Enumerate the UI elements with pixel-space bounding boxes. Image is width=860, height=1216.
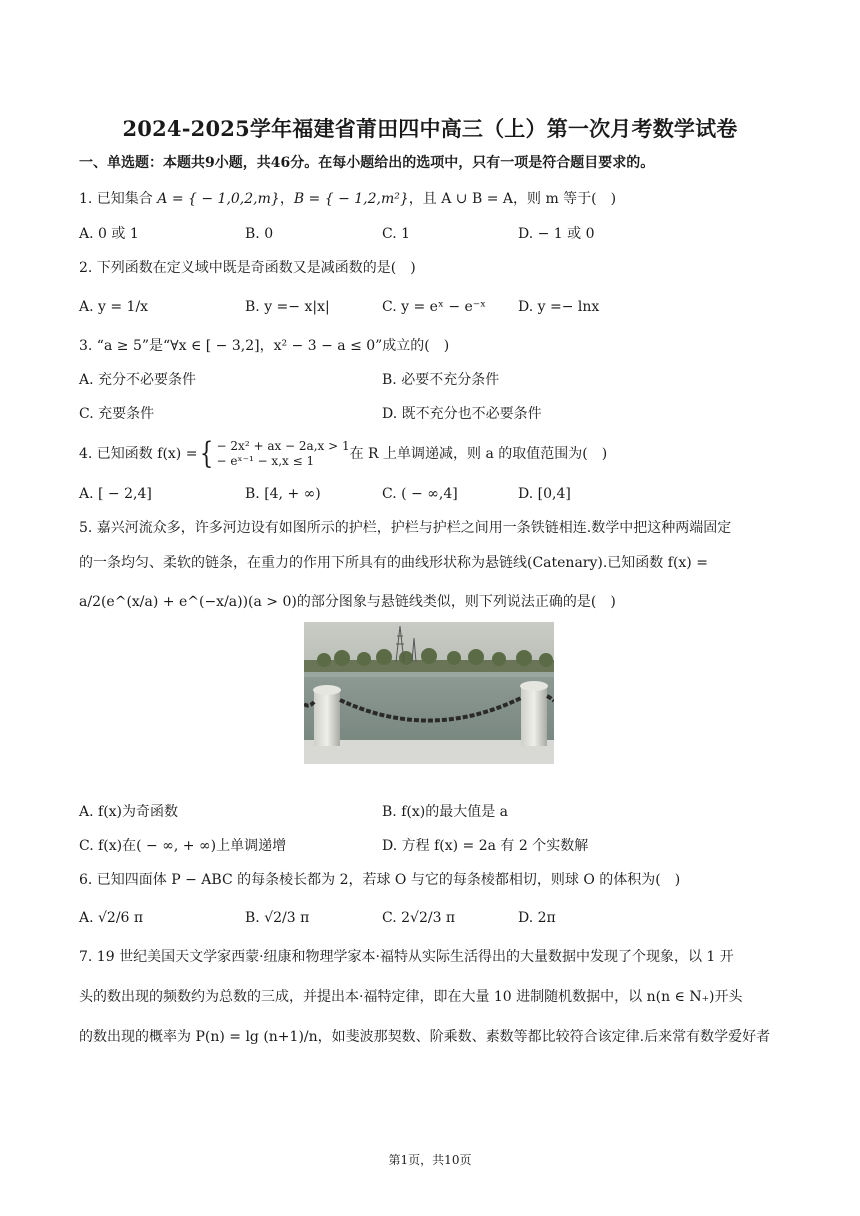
q2-option-a[interactable]: A. y = 1/x bbox=[79, 299, 149, 315]
section-heading: 一、单选题：本题共9小题，共46分。在每小题给出的选项中，只有一项是符合题目要求的。 bbox=[79, 155, 655, 171]
question-7-line-3: 的数出现的概率为 P(n) = lg (n+1)/n，如斐波那契数、阶乘数、素数等都比较符合该定律.后来常有数学爱好者 bbox=[79, 1029, 771, 1045]
q1-option-b[interactable]: B. 0 bbox=[245, 226, 274, 242]
q6-option-c[interactable]: C. 2√2/3 π bbox=[382, 910, 456, 926]
q1-option-a[interactable]: A. 0 或 1 bbox=[79, 226, 139, 242]
question-6: 6. 已知四面体 P − ABC 的每条棱长都为 2，若球 O 与它的每条棱都相切，则球 O 的体积为( ) bbox=[79, 872, 681, 888]
q4-text-pre: 4. 已知函数 f(x) = bbox=[79, 446, 198, 462]
q5-option-c[interactable]: C. f(x)在( − ∞, + ∞)上单调递增 bbox=[79, 838, 287, 854]
question-7-line-1: 7. 19 世纪美国天文学家西蒙·纽康和物理学家本·福特从实际生活得出的大量数据中发现了个现象，以 1 开 bbox=[79, 949, 734, 965]
q1-set-b: B = { − 1,2,m²} bbox=[293, 191, 409, 207]
question-1 bbox=[79, 189, 616, 209]
q5-option-b[interactable]: B. f(x)的最大值是 a bbox=[382, 804, 508, 820]
q6-option-a[interactable]: A. √2/6 π bbox=[79, 910, 144, 926]
question-5-line-3: a/2(e^(x/a) + e^(−x/a))(a > 0)的部分图象与悬链线类似，则下列说法正确的是( ) bbox=[79, 594, 616, 610]
q1-sep: ， bbox=[279, 191, 294, 207]
page-title: 2024-2025学年福建省莆田四中高三（上）第一次月考数学试卷 bbox=[122, 116, 738, 141]
q4-option-b[interactable]: B. [4, + ∞) bbox=[245, 486, 321, 502]
q3-option-a[interactable]: A. 充分不必要条件 bbox=[79, 372, 197, 388]
question-2: 2. 下列函数在定义域中既是奇函数又是减函数的是( ) bbox=[79, 260, 416, 276]
q6-option-b[interactable]: B. √2/3 π bbox=[245, 910, 310, 926]
q4-brace: { bbox=[200, 436, 214, 471]
question-5-line-1: 5. 嘉兴河流众多，许多河边设有如图所示的护栏，护栏与护栏之间用一条铁链相连.数学中把这种两端固定 bbox=[79, 520, 732, 536]
question-4 bbox=[79, 436, 607, 472]
q4-option-d[interactable]: D. [0,4] bbox=[518, 486, 571, 502]
q4-option-a[interactable]: A. [ − 2,4] bbox=[79, 486, 152, 502]
q3-option-c[interactable]: C. 充要条件 bbox=[79, 406, 155, 422]
q4-cases bbox=[217, 439, 350, 469]
q1-text-post: ，且 A ∪ B = A，则 m 等于( ) bbox=[408, 191, 617, 207]
q5-option-a[interactable]: A. f(x)为奇函数 bbox=[79, 804, 179, 820]
q2-option-c[interactable]: C. y = eˣ − e⁻ˣ bbox=[382, 299, 487, 315]
railing-chain-image bbox=[304, 622, 554, 764]
q1-option-c[interactable]: C. 1 bbox=[382, 226, 411, 242]
q3-option-d[interactable]: D. 既不充分也不必要条件 bbox=[382, 406, 542, 422]
question-5-line-2: 的一条均匀、柔软的链条，在重力的作用下所具有的曲线形状称为悬链线(Catenary).已知函数 f(x) = bbox=[79, 555, 708, 571]
q6-option-d[interactable]: D. 2π bbox=[518, 910, 556, 926]
catenary-photo bbox=[304, 622, 554, 764]
q3-option-b[interactable]: B. 必要不充分条件 bbox=[382, 372, 500, 388]
q4-case-1: − 2x² + ax − 2a,x > 1 bbox=[216, 439, 350, 453]
q5-option-d[interactable]: D. 方程 f(x) = 2a 有 2 个实数解 bbox=[382, 838, 589, 854]
q4-option-c[interactable]: C. ( − ∞,4] bbox=[382, 486, 458, 502]
q1-option-d[interactable]: D. − 1 或 0 bbox=[518, 226, 595, 242]
q2-option-b[interactable]: B. y =− x|x| bbox=[245, 299, 330, 315]
q4-case-2: − eˣ⁻¹ − x,x ≤ 1 bbox=[216, 454, 315, 468]
q1-text-pre: 1. 已知集合 bbox=[79, 191, 153, 207]
q4-text-post: 在 R 上单调递减，则 a 的取值范围为( ) bbox=[349, 446, 608, 462]
page-footer: 第1页，共10页 bbox=[388, 1153, 472, 1167]
q1-set-a: A = { − 1,0,2,m} bbox=[157, 191, 280, 207]
q2-option-d[interactable]: D. y =− lnx bbox=[518, 299, 600, 315]
question-7-line-2: 头的数出现的频数约为总数的三成，并提出本·福特定律，即在大量 10 进制随机数据中，以 n(n ∈ N₊)开头 bbox=[79, 989, 743, 1005]
question-3: 3. “a ≥ 5”是“∀x ∈ [ − 3,2]，x² − 3 − a ≤ 0”成立的( ) bbox=[79, 338, 450, 354]
